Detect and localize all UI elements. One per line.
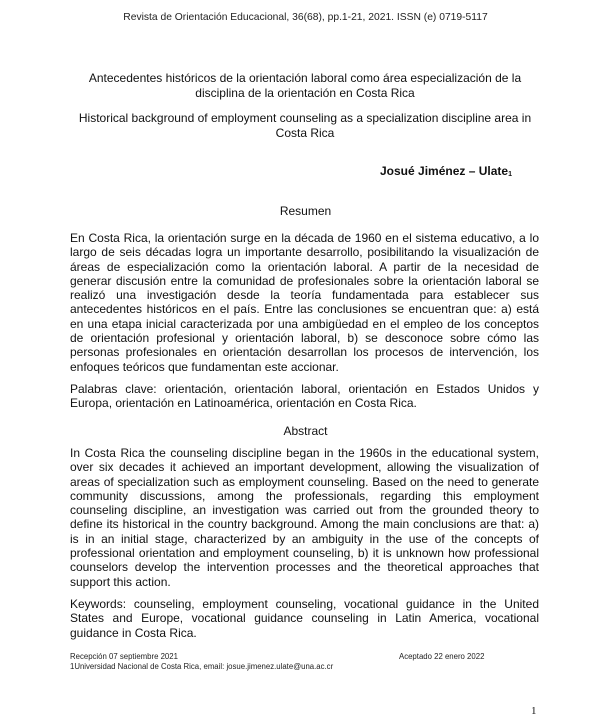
abstract-text: In Costa Rica the counseling discipline began in the 1960s in the educational system, over six decades it achieved an important development, allowing the visualization of areas of specialization such as employment counseling. Based on the need to generate community discussions, among the professionals, regarding this employment counseling discipline, an investigation was carried out from the grounded theory to define its historical in the country background. Among the main conclusions are that: a) is in an initial stage, characterized by an ambiguity in the use of the concepts of professional orientation and employment counseling, b) it is unknown how professional counselors develop the intervention processes and the theoretical approaches that support this action. <box>70 446 539 589</box>
accepted-date: Aceptado 22 enero 2022 <box>399 652 485 661</box>
footer-left <box>70 652 333 672</box>
title-spanish: Antecedentes históricos de la orientación laboral como área especialización de la disciplina de la orientación en Costa Rica <box>88 71 522 100</box>
resumen-text: En Costa Rica, la orientación surge en la década de 1960 en el sistema educativo, a lo largo de seis décadas logra un importante desarrollo, posibilitando la visualización de áreas de especialización como la orientación laboral. A partir de la necesidad de generar discusión entre la comunidad de profesionales sobre la orientación laboral se realizó una investigación desde la teoría fundamentada para establecer sus antecedentes históricos en el país. Entre las conclusiones se encuentran que: a) está en una etapa inicial caracterizada por una ambigüedad en el empleo de los conceptos de orientación profesional y orientación laboral, b) se desconoce sobre cómo las personas profesionales en orientación desarrollan los procesos de intervención, los enfoques teóricos que fundamentan este accionar. <box>70 231 539 374</box>
page-number: 1 <box>531 705 537 717</box>
resumen-heading: Resumen <box>279 204 332 218</box>
abstract-heading: Abstract <box>283 424 328 438</box>
author-affiliation: 1Universidad Nacional de Costa Rica, email: josue.jimenez.ulate@una.ac.cr <box>70 662 334 671</box>
author-line <box>380 164 512 178</box>
keywords: Keywords: counseling, employment counseling, vocational guidance in the United States and Europe, vocational guidance counseling in Latin America, vocational guidance in Costa Rica. <box>70 597 539 640</box>
author-footnote-mark: 1 <box>508 171 512 178</box>
received-date: Recepción 07 septiembre 2021 <box>70 652 178 661</box>
title-english: Historical background of employment counseling as a specialization discipline area in Costa Rica <box>78 111 532 140</box>
journal-header: Revista de Orientación Educacional, 36(68), pp.1-21, 2021. ISSN (e) 0719-5117 <box>123 12 488 23</box>
palabras-clave: Palabras clave: orientación, orientación laboral, orientación en Estados Unidos y Europa, orientación en Latinoamérica, orientación en Costa Rica. <box>70 382 539 411</box>
author-name: Josué Jiménez – Ulate <box>380 164 509 178</box>
